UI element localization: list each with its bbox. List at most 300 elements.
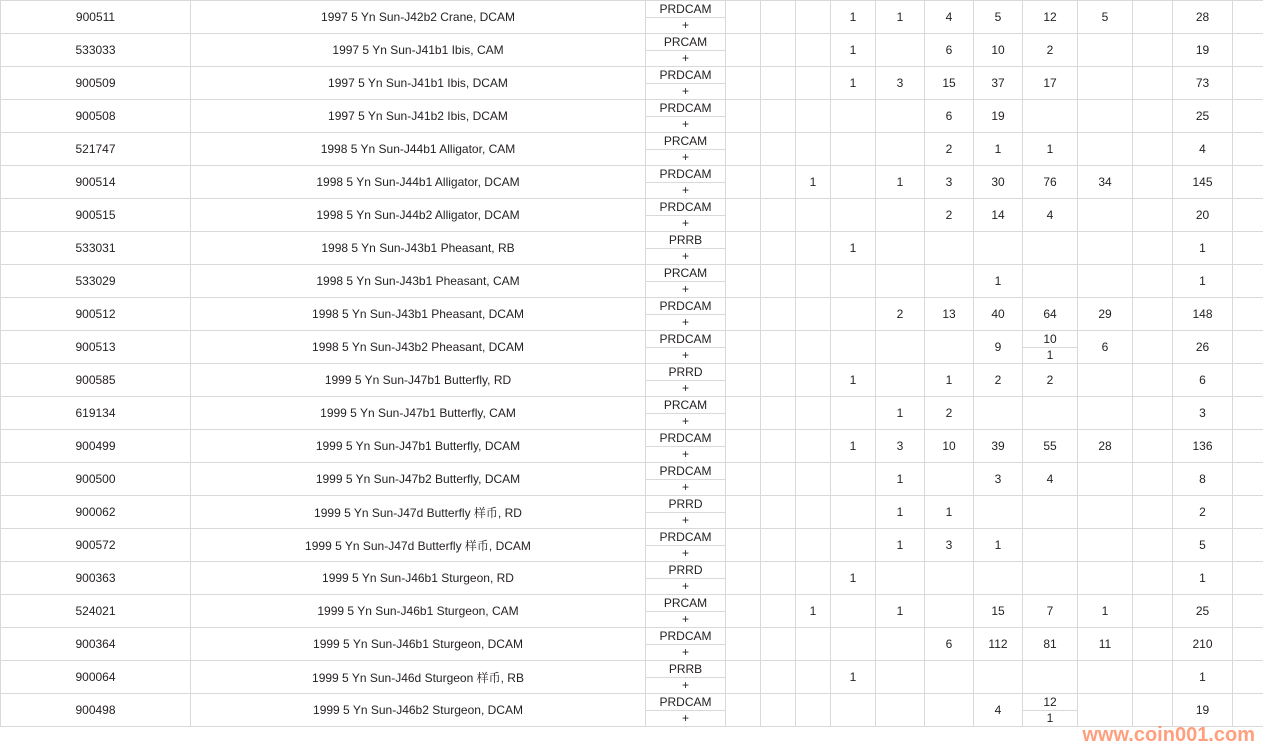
coin-id-link[interactable]: 900509 <box>1 67 191 100</box>
population-count <box>726 529 761 562</box>
population-total: 6 <box>1173 364 1233 397</box>
population-count <box>796 694 831 727</box>
population-total: 26 <box>1173 331 1233 364</box>
coin-description: 1999 5 Yn Sun-J46b1 Sturgeon, CAM <box>191 595 646 628</box>
coin-id-link[interactable]: 900572 <box>1 529 191 562</box>
table-row <box>1 463 1263 496</box>
population-count <box>1078 199 1133 232</box>
population-count: 1 <box>831 67 876 100</box>
population-count <box>925 562 974 595</box>
coin-id-link[interactable]: 900500 <box>1 463 191 496</box>
population-count <box>1233 463 1263 496</box>
population-count <box>1078 67 1133 100</box>
grade-label: PRDCAM <box>646 629 725 645</box>
grade-label: PRRB <box>646 662 725 678</box>
population-count <box>1078 694 1133 727</box>
table-row <box>1 265 1263 298</box>
population-count <box>1133 496 1173 529</box>
population-count: 81 <box>1023 628 1078 661</box>
population-count <box>974 232 1023 265</box>
grade-label: PRDCAM <box>646 200 725 216</box>
grade-label: PRDCAM <box>646 695 725 711</box>
population-count <box>974 661 1023 694</box>
population-count <box>925 463 974 496</box>
population-count <box>761 34 796 67</box>
population-count <box>831 100 876 133</box>
population-count: 1 <box>831 232 876 265</box>
coin-id-link[interactable]: 900512 <box>1 298 191 331</box>
population-count <box>831 199 876 232</box>
grade-label: PRRD <box>646 497 725 513</box>
grade-plus: + <box>681 413 689 428</box>
population-count <box>796 199 831 232</box>
population-count <box>726 496 761 529</box>
coin-description: 1999 5 Yn Sun-J46d Sturgeon 样币, RB <box>191 661 646 694</box>
coin-id-link[interactable]: 900364 <box>1 628 191 661</box>
population-count <box>796 298 831 331</box>
population-count: 1 <box>876 1 925 34</box>
grade-designation <box>646 166 726 199</box>
population-count <box>831 265 876 298</box>
coin-description: 1998 5 Yn Sun-J43b1 Pheasant, DCAM <box>191 298 646 331</box>
population-count <box>925 661 974 694</box>
population-count <box>1133 661 1173 694</box>
population-count: 12 <box>1023 695 1077 711</box>
population-total: 73 <box>1173 67 1233 100</box>
population-count <box>1233 1 1263 34</box>
population-count <box>726 364 761 397</box>
population-count <box>761 100 796 133</box>
population-count: 39 <box>974 430 1023 463</box>
coin-description: 1999 5 Yn Sun-J47d Butterfly 样币, DCAM <box>191 529 646 562</box>
coin-id-link[interactable]: 900514 <box>1 166 191 199</box>
population-count <box>1133 529 1173 562</box>
population-count <box>831 331 876 364</box>
coin-id-link[interactable]: 900585 <box>1 364 191 397</box>
population-count <box>1133 463 1173 496</box>
grade-label: PRRD <box>646 563 725 579</box>
population-count: 6 <box>925 100 974 133</box>
table-row <box>1 100 1263 133</box>
population-count: 5 <box>974 1 1023 34</box>
population-count <box>761 166 796 199</box>
population-count <box>1023 100 1078 133</box>
population-count <box>974 397 1023 430</box>
population-count: 55 <box>1023 430 1078 463</box>
population-count: 1 <box>876 166 925 199</box>
population-count: 1 <box>831 661 876 694</box>
population-count <box>796 34 831 67</box>
grade-plus: + <box>681 17 689 32</box>
grade-label: PRRD <box>646 365 725 381</box>
population-count: 2 <box>925 133 974 166</box>
population-count <box>1078 100 1133 133</box>
population-count: 10 <box>974 34 1023 67</box>
table-row <box>1 397 1263 430</box>
population-count <box>1233 628 1263 661</box>
population-count <box>1233 430 1263 463</box>
population-count: 1 <box>831 562 876 595</box>
population-count <box>1023 331 1078 364</box>
population-count <box>876 331 925 364</box>
population-count <box>1133 595 1173 628</box>
coin-id-link[interactable]: 900511 <box>1 1 191 34</box>
grade-designation <box>646 628 726 661</box>
grade-designation <box>646 67 726 100</box>
population-count <box>925 232 974 265</box>
population-count <box>761 397 796 430</box>
population-count <box>925 694 974 727</box>
grade-plus: + <box>681 116 689 131</box>
population-count <box>796 463 831 496</box>
population-count <box>761 199 796 232</box>
coin-id-link[interactable]: 524021 <box>1 595 191 628</box>
grade-designation <box>646 265 726 298</box>
grade-plus: + <box>681 314 689 329</box>
population-count: 1 <box>831 34 876 67</box>
population-count <box>726 133 761 166</box>
population-count <box>796 430 831 463</box>
table-row <box>1 232 1263 265</box>
coin-description: 1998 5 Yn Sun-J43b1 Pheasant, CAM <box>191 265 646 298</box>
table-row <box>1 199 1263 232</box>
population-count <box>1023 562 1078 595</box>
population-count <box>1233 133 1263 166</box>
population-count <box>1233 331 1263 364</box>
population-count <box>726 34 761 67</box>
population-count <box>1233 100 1263 133</box>
population-total: 136 <box>1173 430 1233 463</box>
population-count: 64 <box>1023 298 1078 331</box>
population-count <box>796 232 831 265</box>
population-count-plus: 1 <box>1046 347 1054 362</box>
population-count <box>761 1 796 34</box>
grade-plus: + <box>681 512 689 527</box>
population-total: 148 <box>1173 298 1233 331</box>
population-count: 40 <box>974 298 1023 331</box>
population-count <box>1233 661 1263 694</box>
population-count: 4 <box>1023 199 1078 232</box>
population-count <box>726 397 761 430</box>
population-count <box>796 133 831 166</box>
population-total: 19 <box>1173 694 1233 727</box>
coin-description: 1997 5 Yn Sun-J41b1 Ibis, DCAM <box>191 67 646 100</box>
population-count <box>1133 265 1173 298</box>
population-total: 25 <box>1173 595 1233 628</box>
population-count <box>761 133 796 166</box>
coin-description: 1998 5 Yn Sun-J44b1 Alligator, DCAM <box>191 166 646 199</box>
population-count <box>1023 529 1078 562</box>
grade-plus: + <box>681 83 689 98</box>
population-count <box>726 562 761 595</box>
population-count <box>876 232 925 265</box>
grade-label: PRDCAM <box>646 299 725 315</box>
population-count: 1 <box>831 430 876 463</box>
population-count: 3 <box>876 430 925 463</box>
grade-plus: + <box>681 545 689 560</box>
population-count: 1 <box>876 529 925 562</box>
population-count <box>831 694 876 727</box>
population-count <box>1233 34 1263 67</box>
grade-plus: + <box>681 479 689 494</box>
population-count <box>1133 67 1173 100</box>
population-count <box>761 364 796 397</box>
population-count <box>1078 529 1133 562</box>
table-row <box>1 496 1263 529</box>
coin-description: 1998 5 Yn Sun-J44b1 Alligator, CAM <box>191 133 646 166</box>
coin-id-link[interactable]: 900508 <box>1 100 191 133</box>
population-count <box>1233 562 1263 595</box>
population-count <box>925 595 974 628</box>
population-count <box>974 562 1023 595</box>
population-total: 19 <box>1173 34 1233 67</box>
population-count <box>1023 265 1078 298</box>
population-total: 1 <box>1173 562 1233 595</box>
population-count <box>761 331 796 364</box>
population-total: 8 <box>1173 463 1233 496</box>
population-count <box>1233 496 1263 529</box>
population-count <box>1133 34 1173 67</box>
population-count <box>1078 265 1133 298</box>
population-count <box>1233 67 1263 100</box>
grade-designation <box>646 496 726 529</box>
population-count: 4 <box>1023 463 1078 496</box>
population-count: 3 <box>925 529 974 562</box>
grade-designation <box>646 430 726 463</box>
population-count <box>726 694 761 727</box>
population-count <box>876 628 925 661</box>
grade-plus: + <box>681 677 689 692</box>
population-count: 1 <box>974 529 1023 562</box>
grade-label: PRCAM <box>646 266 725 282</box>
grade-label: PRDCAM <box>646 68 725 84</box>
coin-description: 1997 5 Yn Sun-J41b2 Ibis, DCAM <box>191 100 646 133</box>
population-count <box>1233 232 1263 265</box>
population-count <box>974 496 1023 529</box>
population-count <box>1133 232 1173 265</box>
coin-description: 1999 5 Yn Sun-J46b1 Sturgeon, RD <box>191 562 646 595</box>
population-count: 28 <box>1078 430 1133 463</box>
population-count: 15 <box>974 595 1023 628</box>
coin-description: 1997 5 Yn Sun-J41b1 Ibis, CAM <box>191 34 646 67</box>
table-row <box>1 430 1263 463</box>
population-count <box>831 166 876 199</box>
coin-id-link[interactable]: 521747 <box>1 133 191 166</box>
population-count-plus: 1 <box>1046 710 1054 725</box>
population-count <box>761 67 796 100</box>
population-count: 10 <box>1023 332 1077 348</box>
population-count: 2 <box>1023 34 1078 67</box>
population-count: 2 <box>1023 364 1078 397</box>
grade-plus: + <box>681 149 689 164</box>
population-count: 1 <box>1023 133 1078 166</box>
population-total: 3 <box>1173 397 1233 430</box>
population-count <box>796 100 831 133</box>
population-count <box>1233 529 1263 562</box>
grade-designation <box>646 562 726 595</box>
population-count <box>761 496 796 529</box>
grade-designation <box>646 331 726 364</box>
population-count <box>726 265 761 298</box>
population-count <box>726 595 761 628</box>
population-count <box>761 529 796 562</box>
population-count: 1 <box>876 496 925 529</box>
population-count <box>1023 694 1078 727</box>
population-count <box>1078 34 1133 67</box>
population-count: 1 <box>876 595 925 628</box>
population-count <box>761 463 796 496</box>
population-total: 145 <box>1173 166 1233 199</box>
population-count <box>1233 265 1263 298</box>
population-count <box>831 496 876 529</box>
site-watermark: www.coin001.com <box>1082 724 1255 746</box>
grade-plus: + <box>681 281 689 296</box>
population-count <box>1233 397 1263 430</box>
population-count <box>1233 694 1263 727</box>
population-count: 6 <box>1078 331 1133 364</box>
grade-label: PRCAM <box>646 596 725 612</box>
population-count: 1 <box>796 166 831 199</box>
coin-description: 1998 5 Yn Sun-J43b1 Pheasant, RB <box>191 232 646 265</box>
population-count <box>1133 166 1173 199</box>
population-count <box>876 265 925 298</box>
population-count <box>796 661 831 694</box>
population-count: 1 <box>925 364 974 397</box>
population-count <box>796 397 831 430</box>
coin-table-body <box>1 1 1263 727</box>
population-count: 2 <box>876 298 925 331</box>
population-count: 17 <box>1023 67 1078 100</box>
coin-id-link[interactable]: 900513 <box>1 331 191 364</box>
population-count <box>1133 199 1173 232</box>
population-count <box>1133 1 1173 34</box>
population-count <box>796 1 831 34</box>
population-count <box>796 529 831 562</box>
coin-description: 1999 5 Yn Sun-J47b1 Butterfly, RD <box>191 364 646 397</box>
population-count <box>726 430 761 463</box>
coin-id-link[interactable]: 900363 <box>1 562 191 595</box>
population-total: 1 <box>1173 265 1233 298</box>
population-count: 4 <box>925 1 974 34</box>
grade-plus: + <box>681 611 689 626</box>
table-row <box>1 595 1263 628</box>
population-count <box>1133 100 1173 133</box>
population-count <box>1133 430 1173 463</box>
population-count: 6 <box>925 628 974 661</box>
grade-plus: + <box>681 347 689 362</box>
coin-id-link[interactable]: 900062 <box>1 496 191 529</box>
grade-designation <box>646 694 726 727</box>
coin-id-link[interactable]: 533033 <box>1 34 191 67</box>
coin-description: 1999 5 Yn Sun-J46b2 Sturgeon, DCAM <box>191 694 646 727</box>
grade-designation <box>646 100 726 133</box>
population-count: 6 <box>925 34 974 67</box>
coin-id-link[interactable]: 900515 <box>1 199 191 232</box>
coin-description: 1999 5 Yn Sun-J47b2 Butterfly, DCAM <box>191 463 646 496</box>
population-count <box>761 232 796 265</box>
population-count: 29 <box>1078 298 1133 331</box>
population-count <box>876 133 925 166</box>
population-count <box>876 364 925 397</box>
population-count <box>761 595 796 628</box>
coin-id-link[interactable]: 900498 <box>1 694 191 727</box>
coin-id-link[interactable]: 533029 <box>1 265 191 298</box>
population-total: 25 <box>1173 100 1233 133</box>
population-count: 112 <box>974 628 1023 661</box>
grade-label: PRDCAM <box>646 332 725 348</box>
population-count <box>831 133 876 166</box>
population-total: 5 <box>1173 529 1233 562</box>
population-count <box>1078 364 1133 397</box>
coin-id-link[interactable]: 900064 <box>1 661 191 694</box>
population-count <box>726 232 761 265</box>
population-count: 15 <box>925 67 974 100</box>
grade-plus: + <box>681 248 689 263</box>
population-count <box>1233 364 1263 397</box>
coin-id-link[interactable]: 619134 <box>1 397 191 430</box>
population-count <box>876 694 925 727</box>
population-count: 1 <box>796 595 831 628</box>
population-count <box>1078 232 1133 265</box>
population-count <box>876 199 925 232</box>
grade-designation <box>646 133 726 166</box>
population-count: 1 <box>1078 595 1133 628</box>
population-count: 3 <box>974 463 1023 496</box>
grade-designation <box>646 661 726 694</box>
population-count <box>1133 331 1173 364</box>
population-count <box>876 661 925 694</box>
population-count <box>1078 133 1133 166</box>
population-count <box>1133 397 1173 430</box>
population-count <box>1133 298 1173 331</box>
grade-designation <box>646 397 726 430</box>
population-count: 1 <box>974 133 1023 166</box>
population-count <box>1023 232 1078 265</box>
population-count <box>726 199 761 232</box>
population-count <box>831 397 876 430</box>
grade-plus: + <box>681 446 689 461</box>
grade-designation <box>646 232 726 265</box>
population-count <box>796 67 831 100</box>
coin-id-link[interactable]: 900499 <box>1 430 191 463</box>
population-count: 9 <box>974 331 1023 364</box>
population-count: 1 <box>925 496 974 529</box>
grade-plus: + <box>681 578 689 593</box>
population-count: 7 <box>1023 595 1078 628</box>
population-total: 28 <box>1173 1 1233 34</box>
population-count: 34 <box>1078 166 1133 199</box>
grade-label: PRRB <box>646 233 725 249</box>
population-count: 13 <box>925 298 974 331</box>
coin-id-link[interactable]: 533031 <box>1 232 191 265</box>
population-count: 1 <box>831 364 876 397</box>
coin-description: 1998 5 Yn Sun-J44b2 Alligator, DCAM <box>191 199 646 232</box>
population-count <box>1133 364 1173 397</box>
population-total: 1 <box>1173 232 1233 265</box>
table-row <box>1 331 1263 364</box>
grade-label: PRCAM <box>646 35 725 51</box>
population-count <box>1233 199 1263 232</box>
population-count <box>761 661 796 694</box>
population-count <box>876 100 925 133</box>
population-count <box>1233 298 1263 331</box>
population-count <box>796 628 831 661</box>
grade-plus: + <box>681 50 689 65</box>
table-row <box>1 694 1263 727</box>
population-count: 1 <box>876 397 925 430</box>
grade-label: PRDCAM <box>646 167 725 183</box>
grade-label: PRDCAM <box>646 530 725 546</box>
